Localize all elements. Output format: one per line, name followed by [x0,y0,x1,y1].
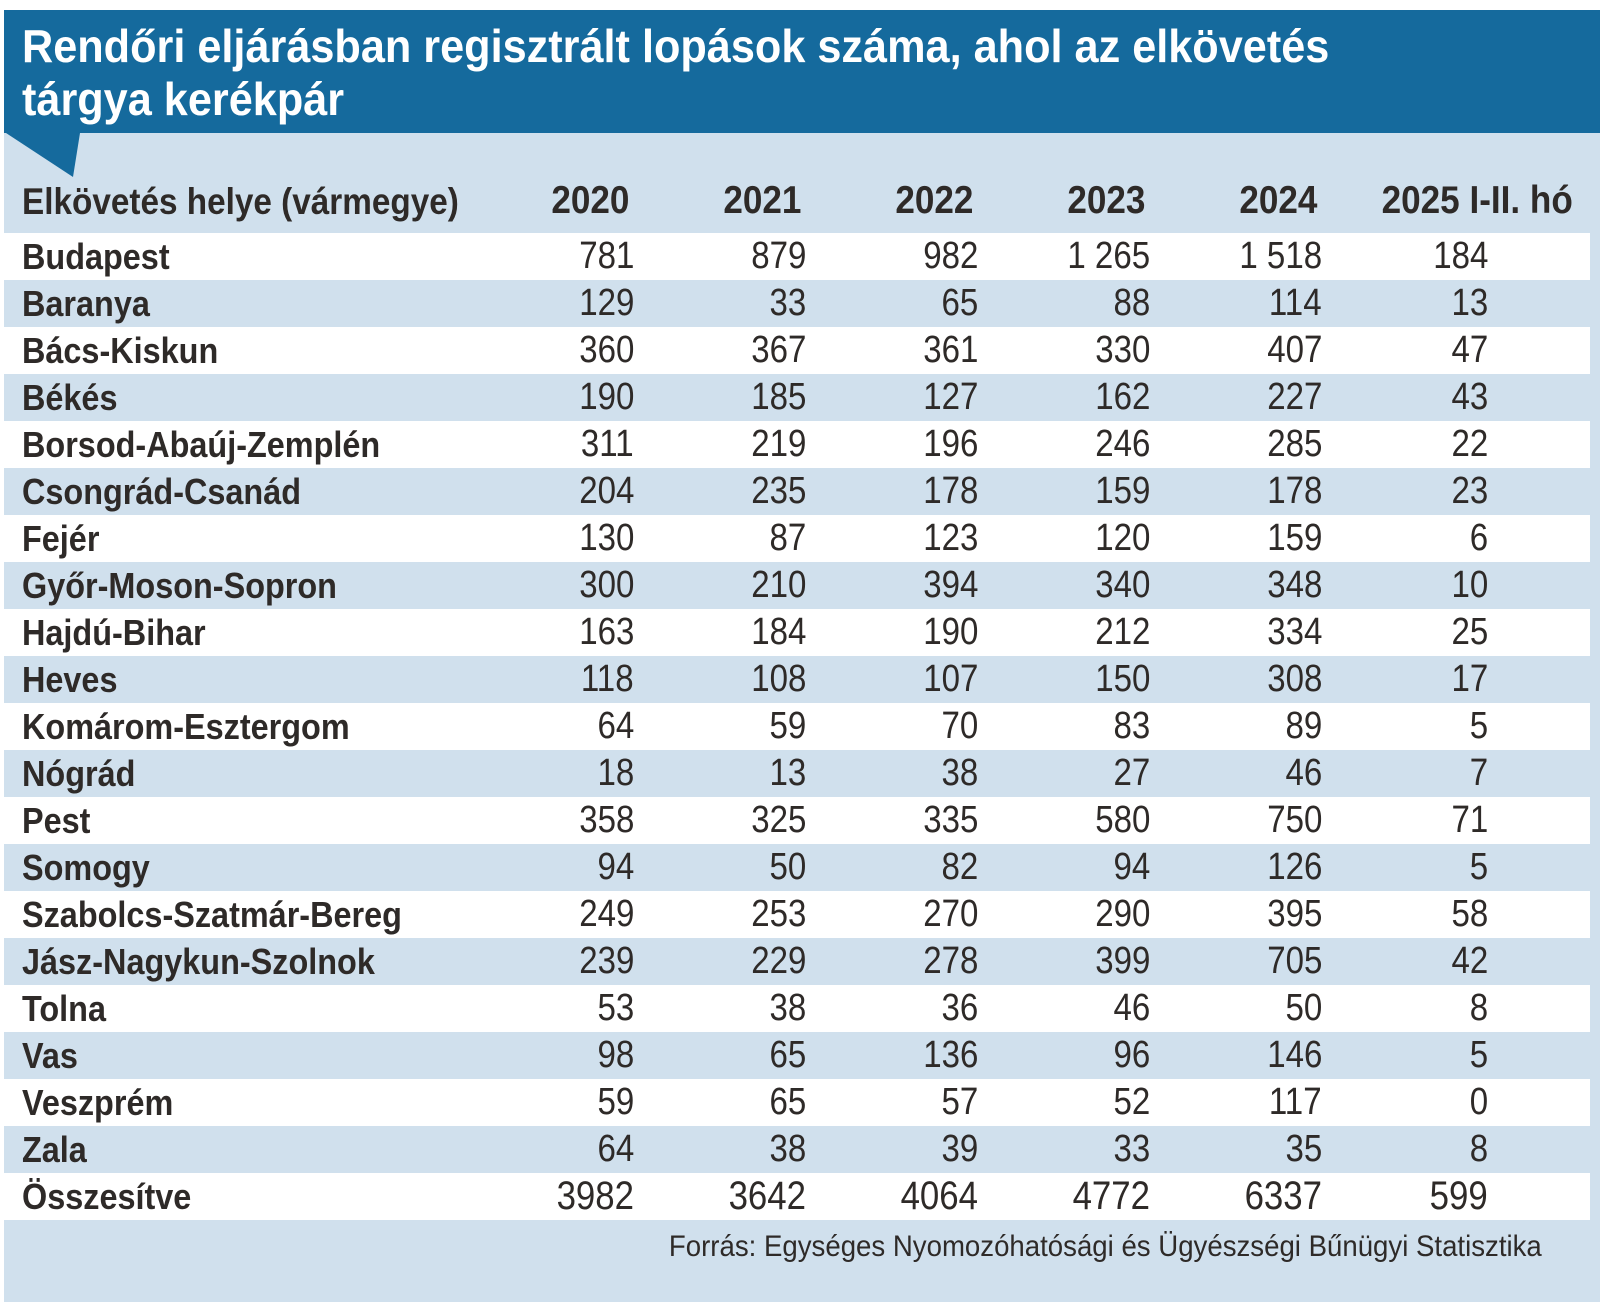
value-cell: 330 [1094,329,1150,371]
value-cell: 580 [1094,799,1150,841]
value-cell: 47 [1451,329,1488,371]
value-cell: 59 [769,705,806,747]
value-cell: 23 [1451,470,1488,512]
value-cell: 17 [1451,658,1488,700]
value-cell: 59 [597,1081,634,1123]
value-cell: 50 [1285,987,1322,1029]
value-cell: 162 [1094,376,1150,418]
value-cell: 278 [922,940,978,982]
data-table [4,133,1590,1220]
title-banner [4,10,1600,133]
value-cell: 25 [1451,611,1488,653]
table-row [4,280,1590,327]
value-cell: 1 518 [1239,235,1322,277]
value-cell: 270 [922,893,978,935]
table-row [4,703,1590,750]
value-cell: 184 [750,611,806,653]
value-cell: 227 [1266,376,1322,418]
value-cell: 5 [1469,705,1488,747]
total-value-cell: 3642 [728,1174,806,1218]
value-cell: 58 [1451,893,1488,935]
value-cell: 117 [1269,1081,1322,1123]
value-cell: 65 [941,282,978,324]
total-value-cell: 4772 [1072,1174,1150,1218]
county-name: Heves [22,658,118,700]
value-cell: 64 [597,1128,634,1170]
value-cell: 750 [1266,799,1322,841]
value-cell: 5 [1469,846,1488,888]
value-cell: 190 [578,376,634,418]
value-cell: 212 [1094,611,1150,653]
value-cell: 361 [922,329,978,371]
county-name: Jász-Nagykun-Szolnok [22,940,375,982]
value-cell: 118 [581,658,634,700]
value-cell: 38 [769,1128,806,1170]
value-cell: 159 [1266,517,1322,559]
total-value-cell: 599 [1429,1174,1488,1218]
value-cell: 360 [578,329,634,371]
value-cell: 6 [1469,517,1488,559]
table-row [4,1126,1590,1173]
value-cell: 10 [1451,564,1488,606]
value-cell: 399 [1094,940,1150,982]
value-cell: 126 [1266,846,1322,888]
county-name: Győr-Moson-Sopron [22,564,337,606]
table-row [4,797,1590,844]
value-cell: 71 [1451,799,1488,841]
column-header-2021: 2021 [722,179,802,222]
table-row [4,327,1590,374]
value-cell: 334 [1266,611,1322,653]
value-cell: 185 [750,376,806,418]
total-value-cell: 4064 [900,1174,978,1218]
column-header-2023: 2023 [1066,179,1146,222]
table-row [4,562,1590,609]
county-name: Bács-Kiskun [22,329,219,371]
value-cell: 52 [1113,1081,1150,1123]
value-cell: 348 [1266,564,1322,606]
value-cell: 163 [578,611,634,653]
value-cell: 13 [1451,282,1488,324]
value-cell: 308 [1266,658,1322,700]
value-cell: 300 [578,564,634,606]
value-cell: 13 [769,752,806,794]
value-cell: 27 [1113,752,1150,794]
value-cell: 36 [941,987,978,1029]
value-cell: 335 [922,799,978,841]
value-cell: 235 [750,470,806,512]
value-cell: 178 [1266,470,1322,512]
value-cell: 18 [597,752,634,794]
value-cell: 39 [941,1128,978,1170]
value-cell: 38 [769,987,806,1029]
value-cell: 130 [578,517,634,559]
value-cell: 219 [750,423,806,465]
value-cell: 196 [922,423,978,465]
value-cell: 0 [1469,1081,1488,1123]
county-name: Szabolcs-Szatmár-Bereg [22,893,402,935]
value-cell: 35 [1285,1128,1322,1170]
table-row [4,656,1590,703]
value-cell: 394 [922,564,978,606]
table-row [4,891,1590,938]
value-cell: 96 [1113,1034,1150,1076]
title-line-1: Rendőri eljárásban regisztrált lopások száma, ahol az elkövetés [22,20,1330,72]
value-cell: 7 [1469,752,1488,794]
value-cell: 38 [941,752,978,794]
county-name: Csongrád-Csanád [22,470,302,512]
value-cell: 65 [769,1081,806,1123]
value-cell: 43 [1451,376,1488,418]
value-cell: 229 [750,940,806,982]
county-name: Budapest [22,235,170,277]
value-cell: 879 [750,235,806,277]
value-cell: 395 [1266,893,1322,935]
title-line-2: tárgya kerékpár [22,73,345,125]
county-name: Pest [22,799,91,841]
column-header-2020: 2020 [550,179,630,222]
county-name: Zala [22,1128,87,1170]
value-cell: 184 [1432,235,1488,277]
column-header-2022: 2022 [894,179,974,222]
source-text: Forrás: Egységes Nyomozóhatósági és Ügyészségi Bűnügyi Statisztika [669,1230,1542,1263]
header-row [4,133,1590,233]
total-label: Összesítve [22,1175,192,1217]
county-name: Baranya [22,282,150,324]
value-cell: 33 [1113,1128,1150,1170]
county-name: Borsod-Abaúj-Zemplén [22,423,381,465]
value-cell: 367 [750,329,806,371]
county-name: Somogy [22,846,150,888]
value-cell: 190 [922,611,978,653]
county-name: Békés [22,376,118,418]
table-row [4,1079,1590,1126]
total-value-cell: 6337 [1244,1174,1322,1218]
value-cell: 88 [1113,282,1150,324]
value-cell: 42 [1451,940,1488,982]
value-cell: 146 [1266,1034,1322,1076]
table-row [4,468,1590,515]
value-cell: 64 [597,705,634,747]
value-cell: 136 [922,1034,978,1076]
value-cell: 781 [578,235,634,277]
value-cell: 129 [578,282,634,324]
value-cell: 108 [750,658,806,700]
table-row [4,938,1590,985]
table-row [4,985,1590,1032]
value-cell: 311 [581,423,634,465]
value-cell: 982 [922,235,978,277]
value-cell: 123 [922,517,978,559]
value-cell: 358 [578,799,634,841]
county-name: Vas [22,1034,78,1076]
table-row [4,609,1590,656]
table-row [4,515,1590,562]
total-value-cell: 3982 [556,1174,634,1218]
county-name: Nógrád [22,752,136,794]
column-header-place: Elkövetés helye (vármegye) [22,181,459,222]
value-cell: 50 [769,846,806,888]
county-name: Tolna [22,987,106,1029]
column-header-2025: 2025 I-II. hó [1381,179,1573,222]
value-cell: 65 [769,1034,806,1076]
value-cell: 705 [1266,940,1322,982]
value-cell: 210 [750,564,806,606]
value-cell: 340 [1094,564,1150,606]
value-cell: 407 [1266,329,1322,371]
table-row [4,421,1590,468]
value-cell: 178 [922,470,978,512]
value-cell: 33 [769,282,806,324]
value-cell: 8 [1469,1128,1488,1170]
value-cell: 46 [1285,752,1322,794]
value-cell: 285 [1266,423,1322,465]
table-row [4,374,1590,421]
value-cell: 83 [1113,705,1150,747]
county-name: Komárom-Esztergom [22,705,350,747]
source-line [4,1210,1600,1302]
value-cell: 127 [922,376,978,418]
value-cell: 325 [750,799,806,841]
page-title [4,10,1600,126]
value-cell: 53 [597,987,634,1029]
column-header-2024: 2024 [1238,179,1318,222]
value-cell: 57 [941,1081,978,1123]
county-name: Veszprém [22,1081,174,1123]
value-cell: 246 [1094,423,1150,465]
county-name: Fejér [22,517,100,559]
table-row [4,844,1590,891]
table-row [4,233,1590,280]
value-cell: 239 [578,940,634,982]
value-cell: 70 [941,705,978,747]
value-cell: 107 [922,658,978,700]
table-row [4,1032,1590,1079]
value-cell: 120 [1094,517,1150,559]
value-cell: 159 [1094,470,1150,512]
value-cell: 94 [597,846,634,888]
value-cell: 150 [1094,658,1150,700]
value-cell: 98 [597,1034,634,1076]
value-cell: 89 [1285,705,1322,747]
value-cell: 204 [578,470,634,512]
value-cell: 5 [1469,1034,1488,1076]
value-cell: 94 [1113,846,1150,888]
county-name: Hajdú-Bihar [22,611,206,653]
value-cell: 8 [1469,987,1488,1029]
value-cell: 82 [941,846,978,888]
value-cell: 249 [578,893,634,935]
value-cell: 253 [750,893,806,935]
value-cell: 22 [1451,423,1488,465]
value-cell: 1 265 [1067,235,1150,277]
value-cell: 46 [1113,987,1150,1029]
value-cell: 290 [1094,893,1150,935]
table-row [4,750,1590,797]
value-cell: 114 [1269,282,1322,324]
value-cell: 87 [769,517,806,559]
table-background [4,133,1600,1302]
